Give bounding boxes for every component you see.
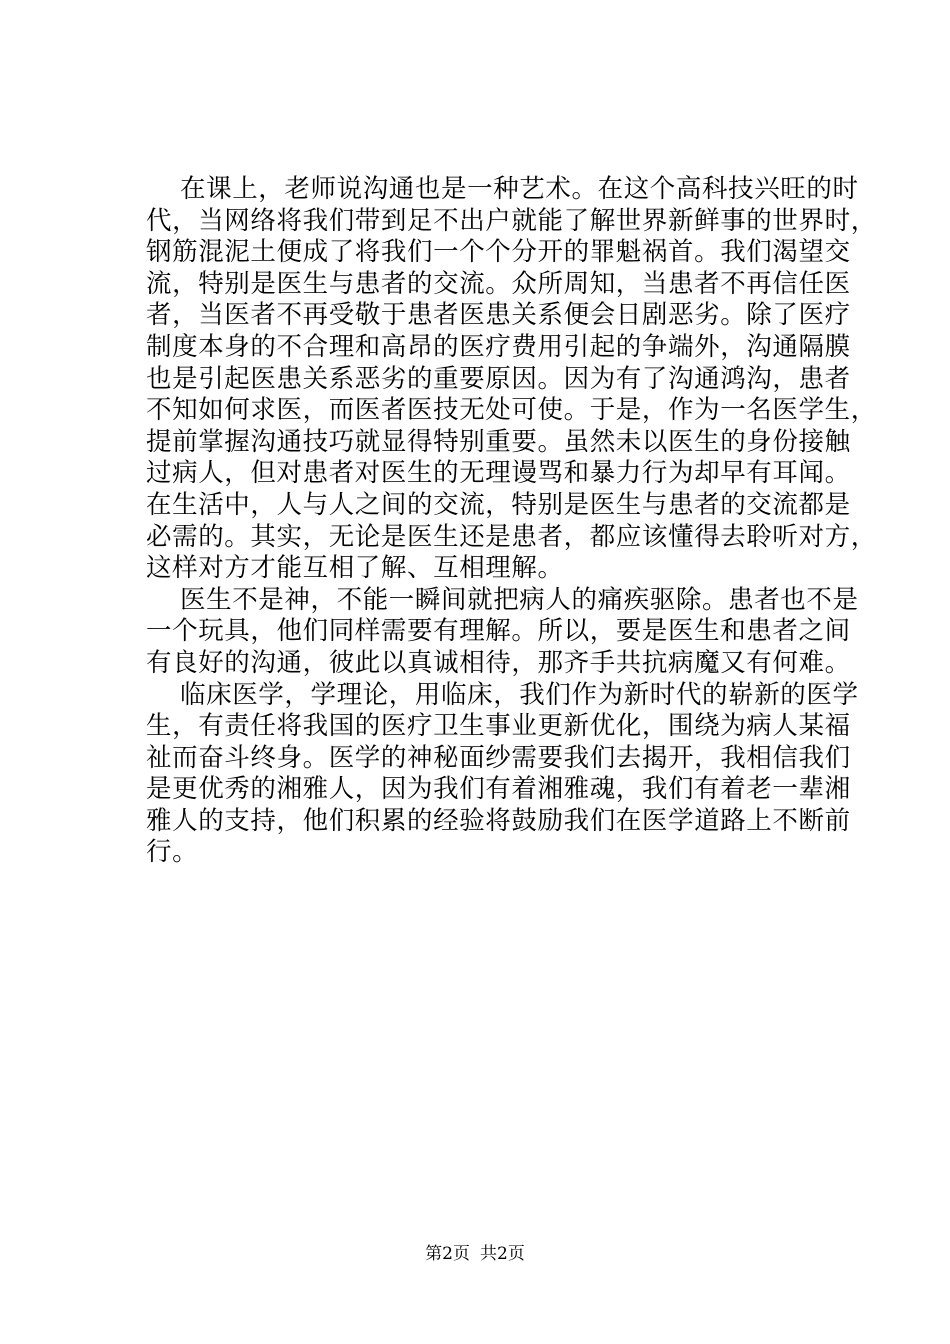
- text-line: 是更优秀的湘雅人，因为我们有着湘雅魂，我们有着老一辈湘: [146, 774, 851, 805]
- text-line: 过病人，但对患者对医生的无理谩骂和暴力行为却早有耳闻。: [146, 458, 851, 489]
- text-line: 临床医学，学理论，用临床，我们作为新时代的崭新的医学: [180, 679, 859, 710]
- text-line: 必需的。其实，无论是医生还是患者，都应该懂得去聆听对方，: [146, 521, 877, 552]
- text-line: 行。: [146, 837, 199, 868]
- paragraph-2: [146, 584, 859, 680]
- text-line: 钢筋混泥土便成了将我们一个个分开的罪魁祸首。我们渴望交: [146, 237, 851, 268]
- text-line: 有良好的沟通，彼此以真诚相待，那齐手共抗病魔又有何难。: [146, 647, 851, 678]
- text-line: 提前掌握沟通技巧就显得特别重要。虽然未以医生的身份接触: [146, 426, 851, 457]
- text-line: 医生不是神，不能一瞬间就把病人的痛疾驱除。患者也不是: [180, 584, 859, 615]
- text-line: 不知如何求医，而医者医技无处可使。于是，作为一名医学生，: [146, 395, 877, 426]
- text-line: 在课上，老师说沟通也是一种艺术。在这个高科技兴旺的时: [180, 174, 859, 204]
- text-line: 制度本身的不合理和高昂的医疗费用引起的争端外，沟通隔膜: [146, 331, 851, 362]
- text-line: 在生活中，人与人之间的交流，特别是医生与患者的交流都是: [146, 489, 851, 520]
- text-line: 流，特别是医生与患者的交流。众所周知，当患者不再信任医: [146, 268, 851, 299]
- page-number: 第2页: [425, 1244, 470, 1264]
- text-line: 生，有责任将我国的医疗卫生事业更新优化，围绕为病人某福: [146, 711, 851, 742]
- paragraph-3: [146, 679, 859, 870]
- document-body: [146, 174, 877, 869]
- text-line: 一个玩具，他们同样需要有理解。所以，要是医生和患者之间: [146, 616, 851, 647]
- paragraph-1: [146, 174, 877, 585]
- page-footer: [0, 1243, 950, 1265]
- text-line: 这样对方才能互相了解、互相理解。: [146, 553, 564, 584]
- text-line: 者，当医者不再受敬于患者医患关系便会日剧恶劣。除了医疗: [146, 300, 851, 331]
- total-pages: 共2页: [480, 1244, 525, 1264]
- text-line: 也是引起医患关系恶劣的重要原因。因为有了沟通鸿沟，患者: [146, 363, 851, 394]
- text-line: 祉而奋斗终身。医学的神秘面纱需要我们去揭开，我相信我们: [146, 742, 851, 773]
- text-line: 代，当网络将我们带到足不出户就能了解世界新鲜事的世界时，: [146, 205, 877, 236]
- text-line: 雅人的支持，他们积累的经验将鼓励我们在医学道路上不断前: [146, 805, 851, 836]
